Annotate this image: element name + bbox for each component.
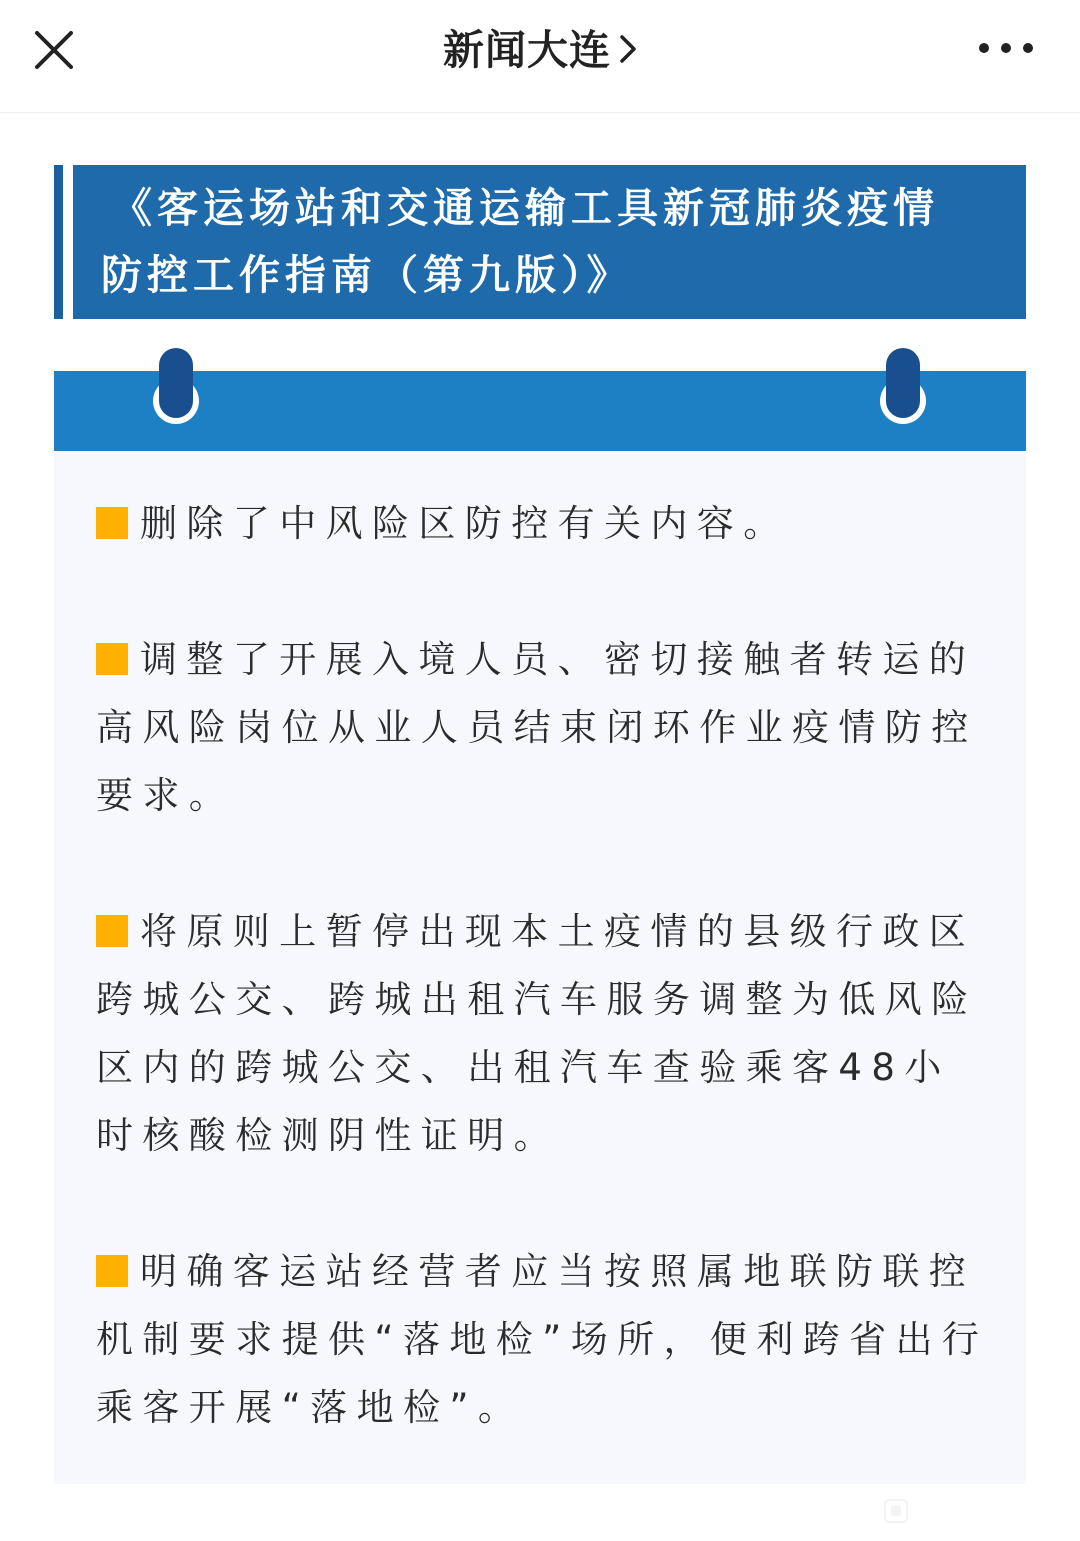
bullet-square-icon [96, 507, 128, 539]
account-title-link[interactable] [0, 22, 1080, 81]
account-name: 新闻大连 [443, 26, 611, 74]
banner-accent-bar [54, 165, 63, 319]
banner-title-line-1: 《客运场站和交通运输工具新冠肺炎疫情 [111, 184, 939, 232]
more-dots-icon [976, 30, 1036, 66]
list-item-text: 调整了开展入境人员、密切接触者转运的高风险岗位从业人员结束闭环作业疫情防控要求。 [96, 638, 978, 817]
top-nav-bar [0, 0, 1080, 113]
binder-ring-icon [148, 346, 204, 430]
more-options-button[interactable] [976, 30, 1036, 66]
list-item [96, 626, 996, 830]
list-item [96, 898, 996, 1170]
banner-title-line-2: 防控工作指南（第九版）》 [101, 251, 633, 299]
list-item [96, 1238, 996, 1442]
list-item-text: 明确客运站经营者应当按照属地联防联控机制要求提供“落地检”场所，便利跨省出行乘客开展“落地检”。 [96, 1250, 989, 1429]
list-item-text: 将原则上暂停出现本土疫情的县级行政区跨城公交、跨城出租汽车服务调整为低风险区内的跨城公交、出租汽车查验乘客48小时核酸检测阴性证明。 [96, 910, 978, 1157]
chevron-right-icon [619, 22, 637, 78]
binder-ring-icon [875, 346, 931, 430]
watermark-icon [882, 1497, 910, 1525]
bullet-square-icon [96, 1255, 128, 1287]
list-item [96, 490, 996, 558]
bullet-square-icon [96, 915, 128, 947]
list-item-text: 删除了中风险区防控有关内容。 [140, 502, 790, 545]
article-title-banner [73, 165, 1026, 319]
bullet-square-icon [96, 643, 128, 675]
